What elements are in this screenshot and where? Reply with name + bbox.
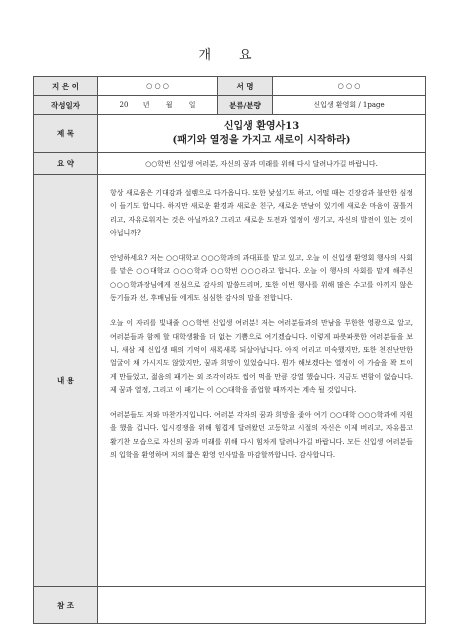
subject-label: 제 목 <box>34 115 98 153</box>
date-year: 20 <box>119 101 129 109</box>
subject-value <box>98 115 426 153</box>
title-char-1: 개 <box>198 48 211 63</box>
row-subject <box>34 115 426 153</box>
category-value: 신입생 환영회 / 1page <box>273 96 426 115</box>
content-paragraph-4: 여러분들도 저와 마찬가지입니다. 여러분 각자의 꿈과 희망을 좇아 여기 ○○대학 ○○○학과에 지원을 했을 겁니다. 입시경쟁을 위해 힘겹게 달려왔던 고등학교 시절의 자신은 이제 버리고, 자유롭고 활기찬 모습으로 자신의 꿈과 미래를 위해 다시 힘차게 달려나가길 바랍니다. 모든 신입생 여러분들의 입학을 환영하며 저의 짧은 환영 인사말을 마감할까합니다. 감사합니다. <box>110 411 413 460</box>
title-char-2: 요 <box>239 48 252 63</box>
date-label: 작성일자 <box>34 96 98 115</box>
summary-value: ○○학번 신입생 여러분, 자신의 꿈과 미래를 위해 다시 달려나가길 바랍니다. <box>98 153 426 175</box>
author-label: 지 은 이 <box>34 77 98 96</box>
reference-value <box>98 587 426 624</box>
reference-label: 참 조 <box>34 587 98 624</box>
row-date <box>34 96 426 115</box>
summary-label: 요 약 <box>34 153 98 175</box>
content-paragraph-1: 항상 새로움은 기대감과 설렘으로 다가옵니다. 또한 낯설기도 하고, 어떨 때는 긴장감과 불안한 심정이 들기도 합니다. 하지만 새로운 환경과 새로운 친구, 새로운 만남이 있기에 새로운 마음이 꿈틀거리고, 자유로워지는 것은 아닐까요? 그리고 새로운 도전과 열정이 생기고, 자신의 발전이 있는 것이 아닙니까? <box>110 189 413 237</box>
document-title <box>0 44 450 63</box>
row-author <box>34 77 426 96</box>
content-paragraph-3: 오늘 이 자리를 빛내줄 ○○학번 신입생 여러분! 저는 여러분들과의 만남을 무한한 영광으로 알고, 여러분들과 함께 할 대학생활을 더 없는 기쁨으로 여기겠습니다. 이렇게 파릇파릇한 여러분들을 보니, 새삼 제 신입생 때의 기억이 새록새록 되살아납니다. 아직 어리고 미숙했지만, 또한 천진난만한 얼굴이 채 가시지도 않았지만, 꿈과 희망이 있었습니다. 뭔가 해보겠다는 열정이 이 가슴을 꽉 트이게 만들었고, 젊음의 패기는 외 조각이라도 씹어 먹을 만큼 강열 했습니다. 지금도 변함이 없습니다. 제 꿈과 열정, 그리고 이 패기는 이 ○○대학을 졸업할 때까지는 계속 될 것입니다. <box>110 319 413 394</box>
row-content <box>34 175 426 587</box>
date-month-unit: 월 <box>165 101 173 109</box>
row-reference <box>34 587 426 624</box>
category-label: 분류/분량 <box>218 96 273 115</box>
overview-table <box>33 76 426 624</box>
date-day-unit: 일 <box>188 101 196 109</box>
author-value: ○ ○ ○ <box>98 77 218 96</box>
date-year-unit: 년 <box>142 101 150 109</box>
date-value <box>98 96 218 115</box>
content-body <box>98 175 426 587</box>
subject-line-1: 신입생 환영사13 <box>223 120 300 132</box>
row-summary <box>34 153 426 175</box>
content-paragraph-2: 안녕하세요? 저는 ○○대학교 ○○○학과의 과대표를 맡고 있고, 오늘 이 신입생 환영회 행사의 사회를 맡은 ○○대학교 ○○○학과 ○○학번 ○○○라고 합니다. 오늘 이 행사의 사회를 맡게 해주신 ○○○학과장님에게 진심으로 감사의 말씀드리며, 또한 이번 행사를 위해 많은 수고를 아끼지 않은 동기들과 선, 후배님들 에게도 심심한 감사의 말을 전합니다. <box>110 254 413 303</box>
subject-line-2: (패기와 열정을 가지고 새로이 시작하라) <box>172 134 351 146</box>
content-label: 내 용 <box>34 175 98 587</box>
signature-label: 서 명 <box>218 77 273 96</box>
signature-value: ○ ○ ○ <box>273 77 426 96</box>
